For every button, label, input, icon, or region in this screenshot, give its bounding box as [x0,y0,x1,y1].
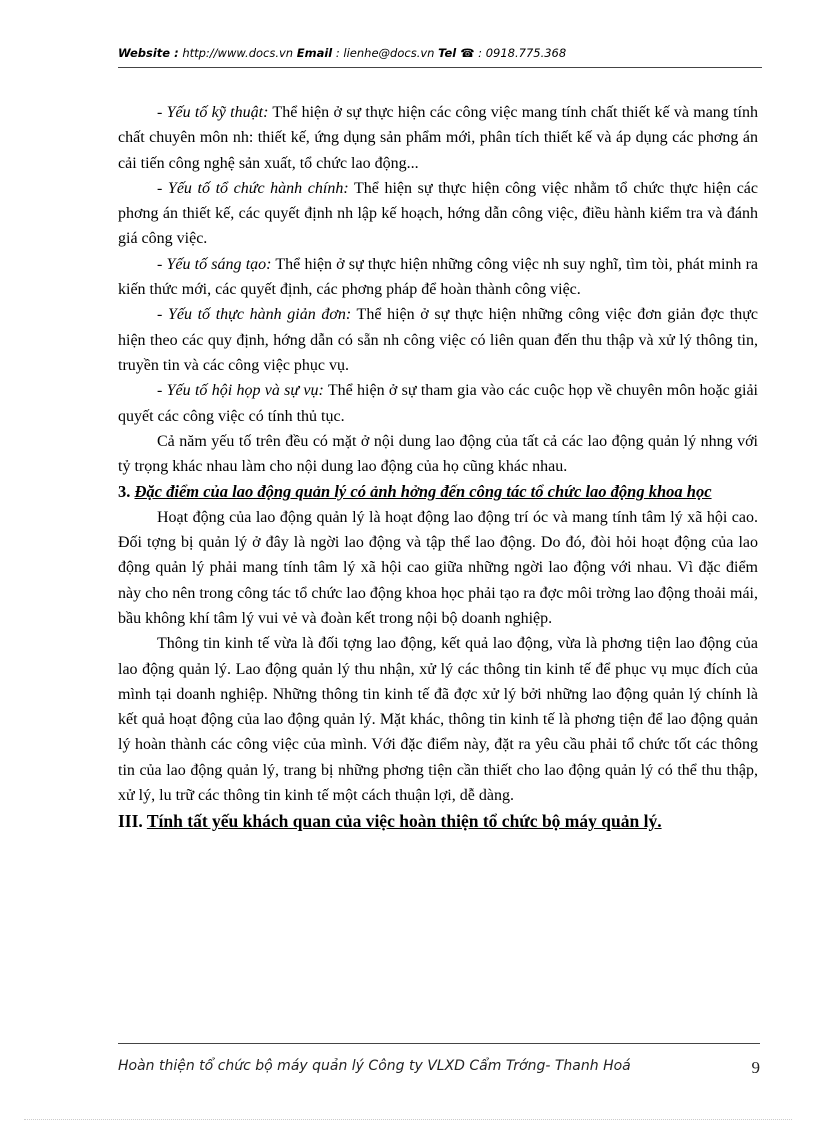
paragraph-ky-thuat [118,100,758,176]
footer-text: Hoàn thiện tổ chức bộ máy quản lý Công ty VLXD Cẩm Trớng- Thanh Hoá [118,1058,631,1074]
email-value: : lienhe@docs.vn [332,46,439,60]
paragraph-text: Cả năm yếu tố trên đều có mặt ở nội dung lao động của tất cả các lao động quản lý nhng với tỷ trọng khác nhau làm cho nội dung lao động của họ cũng khác nhau. [118,432,758,476]
paragraph-text: Thể hiện ở sự thực hiện những công việc đơn giản đợc thực hiện theo các quy định, hớng dẫn có sẵn nh công việc có liên quan đến thu thập và xử lý thông tin, truyền tin và các công việc phục vụ. [118,306,758,374]
section-3-heading [118,479,758,504]
paragraph-to-chuc-hanh-chinh [118,176,758,252]
footer-divider [118,1043,760,1044]
header-divider [118,67,762,68]
section-iii-heading [118,808,758,835]
page-footer [118,1058,760,1080]
paragraph-lead: - Yếu tố tổ chức hành chính: [157,179,349,197]
paragraph-text: Thể hiện ở sự thực hiện những công việc nh suy nghĩ, tìm tòi, phát minh ra kiến thức mới, các quyết định, các phơng pháp để hoàn thành công việc. [118,255,758,299]
section-3-paragraph: Hoạt động của lao động quản lý là hoạt động lao động trí óc và mang tính tâm lý xã hội cao. Đối tợng bị quản lý ở đây là ngời lao động và tập thể lao động. Do đó, đòi hỏi hoạt động của lao động quản lý phải mang tính tâm lý xã hội cao giữa những ngời lao động với nhau. Vì đặc điểm này cho nên trong công tác tổ chức lao động khoa học phải tạo ra đợc môi trờng lao động thoải mái, bầu không khí tâm lý vui vẻ và đoàn kết trong nội bộ doanh nghiệp. [118,508,758,627]
tel-label: Tel ☎ [438,46,475,60]
paragraph-text: Thể hiện ở sự thực hiện các công việc mang tính chất thiết kế và mang tính chất chuyên môn nh: thiết kế, ứng dụng sản phẩm mới, phân tích thiết kế và áp dụng các phơng án cải tiến công nghệ sản xuất, tổ chức lao động... [118,104,758,172]
page-number: 9 [751,1058,760,1077]
paragraph-summary [118,429,758,480]
page-header [118,46,762,68]
paragraph-lead: - Yếu tố sáng tạo: [157,255,272,273]
section-3-paragraph: Thông tin kinh tế vừa là đối tợng lao động, kết quả lao động, vừa là phơng tiện lao động của lao động quản lý. Lao động quản lý thu nhận, xử lý các thông tin kinh tế để phục vụ mục đích của mình tại doanh nghiệp. Những thông tin kinh tế đã đợc xử lý bởi những lao động quản lý chính là kết quả hoạt động của lao động quản lý. Mặt khác, thông tin kinh tế là phơng tiện để lao động quản lý hoàn thành các công việc của mình. Với đặc điểm này, đặt ra yêu cầu phải tổ chức tốt các thông tin của lao động quản lý, trang bị những phơng tiện cần thiết cho lao động quản lý có thể thu thập, xử lý, lu trữ các thông tin kinh tế một cách thuận lợi, dễ dàng. [118,635,758,805]
paragraph-lead: - Yếu tố kỹ thuật: [157,104,269,121]
paragraph-thuc-hanh-gian-don [118,302,758,378]
paragraph-hoi-hop-su-vu [118,378,758,429]
section-title: Đặc điểm của lao động quản lý có ảnh hởng đến công tác tổ chức lao động khoa học [134,482,712,502]
website-value: http://www.docs.vn [178,46,297,60]
paragraph-lead: - Yếu tố hội họp và sự vụ: [157,382,324,400]
document-body [118,100,758,835]
tel-value: : 0918.775.368 [474,46,567,60]
website-label: Website : [118,46,179,60]
paragraph-sang-tao [118,252,758,303]
section-title: Tính tất yếu khách quan của việc hoàn thiện tổ chức bộ máy quản lý. [146,811,662,832]
email-label: Email [296,46,333,60]
page-bottom-dotted-line [24,1119,792,1120]
paragraph-text: Thể hiện ở sự tham gia vào các cuộc họp về chuyên môn hoặc giải quyết các công việc có tính thủ tục. [118,382,758,425]
section-number: III. [118,811,147,832]
paragraph-text: Thể hiện sự thực hiện công việc nhằm tổ chức thực hiện các phơng án thiết kế, các quyết định nh lập kế hoạch, hớng dẫn công việc, điều hành kiểm tra và đánh giá công việc. [118,179,758,248]
section-number: 3. [118,482,135,502]
paragraph-lead: - Yếu tố thực hành giản đơn: [157,306,352,324]
